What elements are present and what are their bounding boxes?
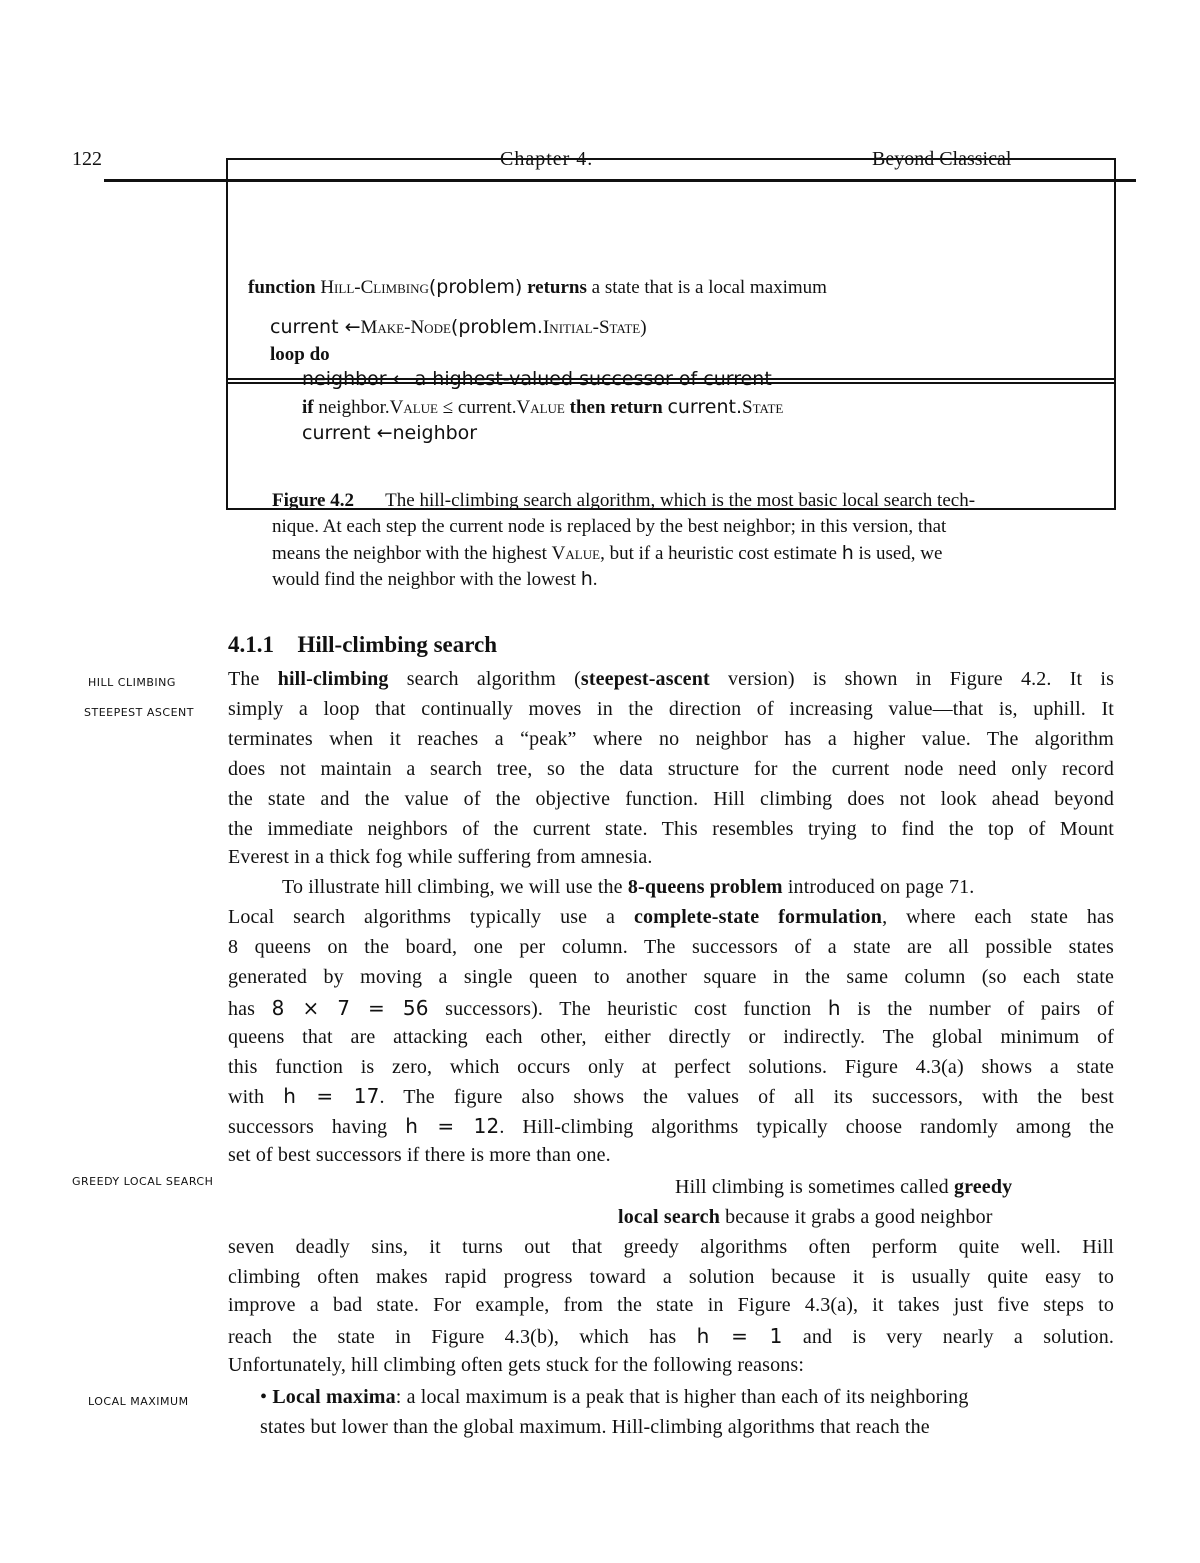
margin-note-greedy-local-search: GREEDY LOCAL SEARCH <box>72 1175 214 1188</box>
algo-line-assign: current ←neighbor <box>302 422 478 444</box>
p1-text-a: The <box>228 668 260 690</box>
p1-line-3: terminates when it reaches a “peak” where no neighbor has a higher value. The algorithm <box>228 728 1114 750</box>
returns-text: a state that is a local maximum <box>591 277 827 298</box>
caption-h-2: h <box>580 568 593 590</box>
field-state: State <box>742 397 784 418</box>
caption-4a: would find the neighbor with the lowest <box>272 569 576 590</box>
caption-h-1: h <box>841 542 854 564</box>
caption-4b: . <box>592 569 598 590</box>
var-current: current ← <box>270 316 361 338</box>
p1-line-6: the immediate neighbors of the current state. This resembles trying to find the top of Mount <box>228 818 1114 840</box>
p2-l9-a: successors having <box>228 1116 388 1138</box>
math-8x7: 8 × 7 = 56 <box>271 996 429 1020</box>
p2-l2-b: , where each state has <box>882 906 1115 928</box>
p1-line-5: the state and the value of the objective function. Hill climbing does not look ahead beyond <box>228 788 1114 810</box>
p3-line-6 <box>228 1324 1114 1349</box>
kw-then-return: then return <box>569 397 663 418</box>
margin-note-local-maximum: LOCAL MAXIMUM <box>88 1395 189 1408</box>
field-value-1: Value <box>389 397 438 418</box>
p1-line-4: does not maintain a search tree, so the data structure for the current node need only record <box>228 758 1114 780</box>
kw-function: function <box>248 277 316 298</box>
math-h-1-b: h = 1 <box>696 1324 783 1348</box>
math-h-17: h = 17 <box>283 1084 380 1108</box>
p2-line-6: queens that are attacking each other, either directly or indirectly. The global minimum of <box>228 1026 1114 1048</box>
algo-line-if <box>302 396 783 419</box>
term-greedy: greedy <box>953 1176 1013 1198</box>
caption-line-3 <box>272 542 942 565</box>
p2-l5-c: is the number of pairs of <box>857 998 1114 1020</box>
chapter-title: Beyond Classical <box>872 148 1012 170</box>
neighbor-ref: neighbor. <box>318 397 390 418</box>
figure-box-top <box>226 158 1116 384</box>
caption-line-2: nique. At each step the current node is replaced by the best neighbor; in this version, that <box>272 516 947 537</box>
p3-line-3: seven deadly sins, it turns out that greedy algorithms often perform quite well. Hill <box>228 1236 1114 1258</box>
caption-3a: means the neighbor with the highest <box>272 543 547 564</box>
close-paren: ) <box>640 317 647 338</box>
p1-text-c: version) is shown in Figure 4.2. It is <box>727 668 1115 690</box>
p3-l6-b: and is very nearly a solution. <box>802 1326 1115 1348</box>
p2-line-2 <box>228 906 1114 929</box>
kw-returns: returns <box>527 277 587 298</box>
section-number: 4.1.1 <box>228 632 274 657</box>
caption-3c: is used, we <box>858 543 943 564</box>
p3-l1-a: Hill climbing is sometimes called <box>675 1176 949 1198</box>
algo-line-loop <box>270 344 330 366</box>
p2-line-9 <box>228 1114 1114 1139</box>
kw-loop-do: loop do <box>270 344 330 365</box>
field-value-2: Value <box>516 397 565 418</box>
leq-current: ≤ current. <box>442 397 517 418</box>
page-number: 122 <box>72 148 102 170</box>
section-heading <box>228 632 497 658</box>
p2-text-b: introduced on page 71. <box>787 876 975 898</box>
caption-line-1 <box>272 490 975 512</box>
algo-line-function <box>248 276 827 299</box>
algo-line-neighbor: neighbor ← a highest-valued successor of current <box>302 368 772 390</box>
p2-l5-a: has <box>228 998 256 1020</box>
math-h-12: h = 12 <box>405 1114 500 1138</box>
p2-l8-b: . The figure also shows the values of all its successors, with the best <box>379 1086 1114 1108</box>
current-ref: current. <box>667 396 743 418</box>
term-8-queens: 8-queens problem <box>627 876 783 898</box>
algo-line-current-init <box>270 316 647 339</box>
bullet-local-maxima-line-1 <box>260 1386 1114 1409</box>
caption-text-1: The hill-climbing search algorithm, which is the most basic local search tech- <box>385 490 976 511</box>
term-local-search: local search <box>618 1206 720 1228</box>
term-local-maxima: Local maxima <box>272 1386 396 1408</box>
p1-line-1 <box>228 668 1114 691</box>
p1-line-2: simply a loop that continually moves in the direction of increasing value—that is, uphill. It <box>228 698 1114 720</box>
arg-problem-dot: (problem. <box>450 316 543 338</box>
kw-if: if <box>302 397 314 418</box>
fn-make-node: Make-Node <box>360 317 451 338</box>
p2-line-4: generated by moving a single queen to another square in the same column (so each state <box>228 966 1114 988</box>
p1-line-7: Everest in a thick fog while suffering from amnesia. <box>228 846 653 868</box>
p1-text-b: search algorithm ( <box>406 668 581 690</box>
caption-value: Value <box>551 543 601 564</box>
margin-note-steepest-ascent: STEEPEST ASCENT <box>84 706 194 719</box>
section-title: Hill-climbing search <box>297 632 498 657</box>
caption-label: Figure 4.2 <box>272 490 354 511</box>
term-complete-state: complete-state formulation <box>633 906 883 928</box>
fn-hill-climbing: Hill-Climbing <box>320 277 429 298</box>
p3-line-1 <box>675 1176 1095 1199</box>
term-steepest-ascent: steepest-ascent <box>580 668 710 690</box>
p2-l8-a: with <box>228 1086 265 1108</box>
p2-line-1 <box>282 876 1114 899</box>
p3-line-7: Unfortunately, hill climbing often gets stuck for the following reasons: <box>228 1354 805 1376</box>
p2-line-8 <box>228 1084 1114 1109</box>
caption-line-4 <box>272 568 598 591</box>
p2-line-7: this function is zero, which occurs only at perfect solutions. Figure 4.3(a) shows a state <box>228 1056 1114 1078</box>
p3-line-2 <box>618 1206 1098 1229</box>
bullet-mark: • <box>260 1386 268 1408</box>
p3-line-5: improve a bad state. For example, from the state in Figure 4.3(a), it takes just five steps to <box>228 1294 1114 1316</box>
p2-line-3: 8 queens on the board, one per column. The successors of a state are all possible states <box>228 936 1114 958</box>
p2-l2-a: Local search algorithms typically use a <box>228 906 616 928</box>
bullet-l1-b: : a local maximum is a peak that is higher than each of its neighboring <box>395 1386 969 1408</box>
arg-problem: (problem) <box>428 276 523 298</box>
p2-text-a: To illustrate hill climbing, we will use the <box>282 876 623 898</box>
p3-l6-a: reach the state in Figure 4.3(b), which has <box>228 1326 677 1348</box>
chapter-label: Chapter 4. <box>500 148 594 170</box>
math-h-1: h <box>827 996 841 1020</box>
term-hill-climbing: hill-climbing <box>277 668 389 690</box>
field-initial-state: Initial-State <box>542 317 641 338</box>
p2-line-5 <box>228 996 1114 1021</box>
p3-l2-b: because it grabs a good neighbor <box>725 1206 993 1228</box>
p3-line-4: climbing often makes rapid progress toward a solution because it is usually quite easy to <box>228 1266 1114 1288</box>
caption-3b: , but if a heuristic cost estimate <box>600 543 837 564</box>
p2-l5-b: successors). The heuristic cost function <box>445 998 812 1020</box>
bullet-local-maxima-line-2: states but lower than the global maximum. Hill-climbing algorithms that reach the <box>260 1416 930 1438</box>
p2-l9-b: . Hill-climbing algorithms typically choose randomly among the <box>499 1116 1114 1138</box>
p2-line-10: set of best successors if there is more than one. <box>228 1144 611 1166</box>
margin-note-hill-climbing: HILL CLIMBING <box>88 676 176 689</box>
